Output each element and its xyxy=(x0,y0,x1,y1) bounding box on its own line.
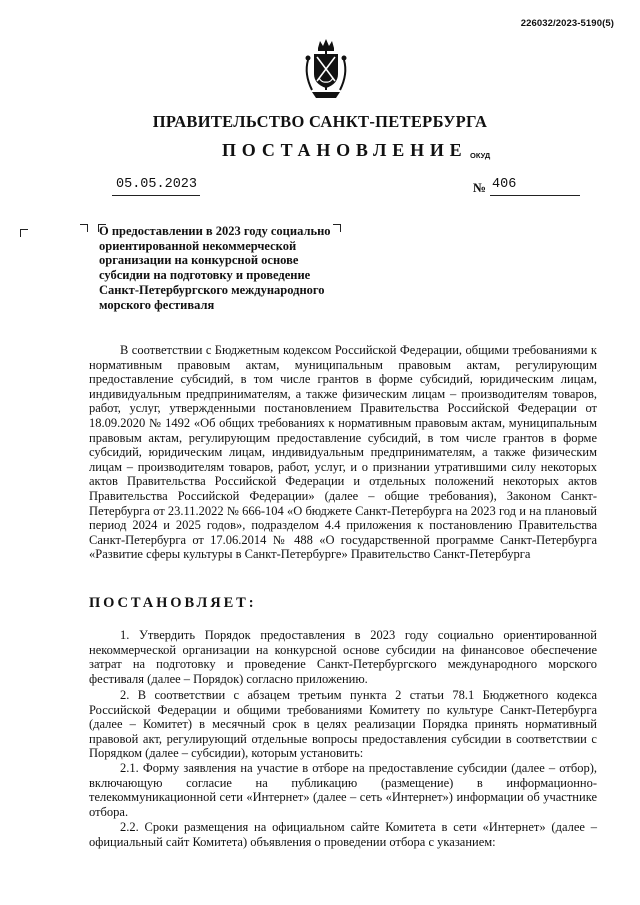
okud-label: ОКУД xyxy=(470,151,491,160)
subject-line: организации на конкурсной основе xyxy=(99,253,299,268)
decree-heading: ПОСТАНОВЛЯЕТ: xyxy=(89,595,257,611)
item-paragraph: 2.2. Сроки размещения на официальном сайте Комитета в сети «Интернет» (далее – официальный сайт Комитета) объявления о проведении отбора с указанием: xyxy=(89,820,597,849)
item-paragraph: 1. Утвердить Порядок предоставления в 2023 году социально ориентированной некоммерческой организации на конкурсной основе субсидии на финансовое обеспечение затрат на подготовку и проведение Санкт-Петербургского международного морского фестиваля (далее – Порядок) согласно приложению. xyxy=(89,628,597,686)
document-subject xyxy=(99,224,349,312)
item-paragraph: 2.1. Форму заявления на участие в отборе на предоставление субсидии (далее – отбор), включающую согласие на публикацию (размещение) в информационно-телекоммуникационной сети «Интернет» (далее – сеть «Интернет») информации об участнике отбора. xyxy=(89,761,597,819)
registration-number: 226032/2023-5190(5) xyxy=(520,18,614,29)
subject-line: О предоставлении в 2023 году социально xyxy=(99,224,331,238)
date-underline xyxy=(112,195,200,196)
document-type: ПОСТАНОВЛЕНИЕ xyxy=(222,140,468,160)
document-number: 406 xyxy=(492,177,517,192)
document-date: 05.05.2023 xyxy=(116,177,198,192)
authority-title: ПРАВИТЕЛЬСТВО САНКТ-ПЕТЕРБУРГА xyxy=(152,112,488,131)
item-paragraph: 2. В соответствии с абзацем третьим пункта 2 статьи 78.1 Бюджетного кодекса Российской Федерации и общими требованиями Комитету по культуре Санкт-Петербурга (далее – Комитет) в месячный срок в целях реализации Порядка принять нормативный правовой акт, регулирующий отдельные вопросы предоставления субсидии в соответствии с Порядком (далее – субсидии), которым установить: xyxy=(89,688,597,761)
number-sign: № xyxy=(473,180,487,195)
subject-line: Санкт-Петербургского международного xyxy=(99,282,325,297)
number-underline xyxy=(490,195,580,196)
preamble-paragraph: В соответствии с Бюджетным кодексом Российской Федерации, общими требованиями к нормативным правовым актам, муниципальным правовым актам, регулирующим предоставление субсидий, в том числе грантов в форме субсидий, юридическим лицам, индивидуальным предпринимателям, а также физическим лицам – производителям товаров, работ, услуг, утвержденными постановлением Правительства Российской Федерации от 18.09.2020 № 1492 «Об общих требованиях к нормативным правовым актам, муниципальным правовым актам, регулирующим предоставление субсидий, в том числе грантов в форме субсидий, юридическим лицам, индивидуальным предпринимателям, а также физическим лицам – производителям товаров, работ, услуг, и о признании утратившими силу некоторых актов Правительства Российской Федерации и отдельных положений некоторых актов Правительства Российской Федерации» (далее – общие требования), Законом Санкт-Петербурга от 23.11.2022 № 666-104 «О бюджете Санкт-Петербурга на 2023 год и на плановый период 2024 и 2025 годов», подразделом 4.4 приложения к постановлению Правительства Санкт-Петербурга от 17.06.2014 № 488 «О государственной программе Санкт-Петербурга «Развитие сферы культуры в Санкт-Петербурге» Правительство Санкт-Петербурга xyxy=(89,343,597,562)
coat-of-arms-icon xyxy=(298,38,354,104)
corner-mark xyxy=(20,229,28,237)
subject-line: морского фестиваля xyxy=(99,297,215,312)
subject-line: ориентированной некоммерческой xyxy=(99,238,297,253)
subject-line: субсидии на подготовку и проведение xyxy=(99,268,311,283)
corner-mark xyxy=(80,224,88,232)
